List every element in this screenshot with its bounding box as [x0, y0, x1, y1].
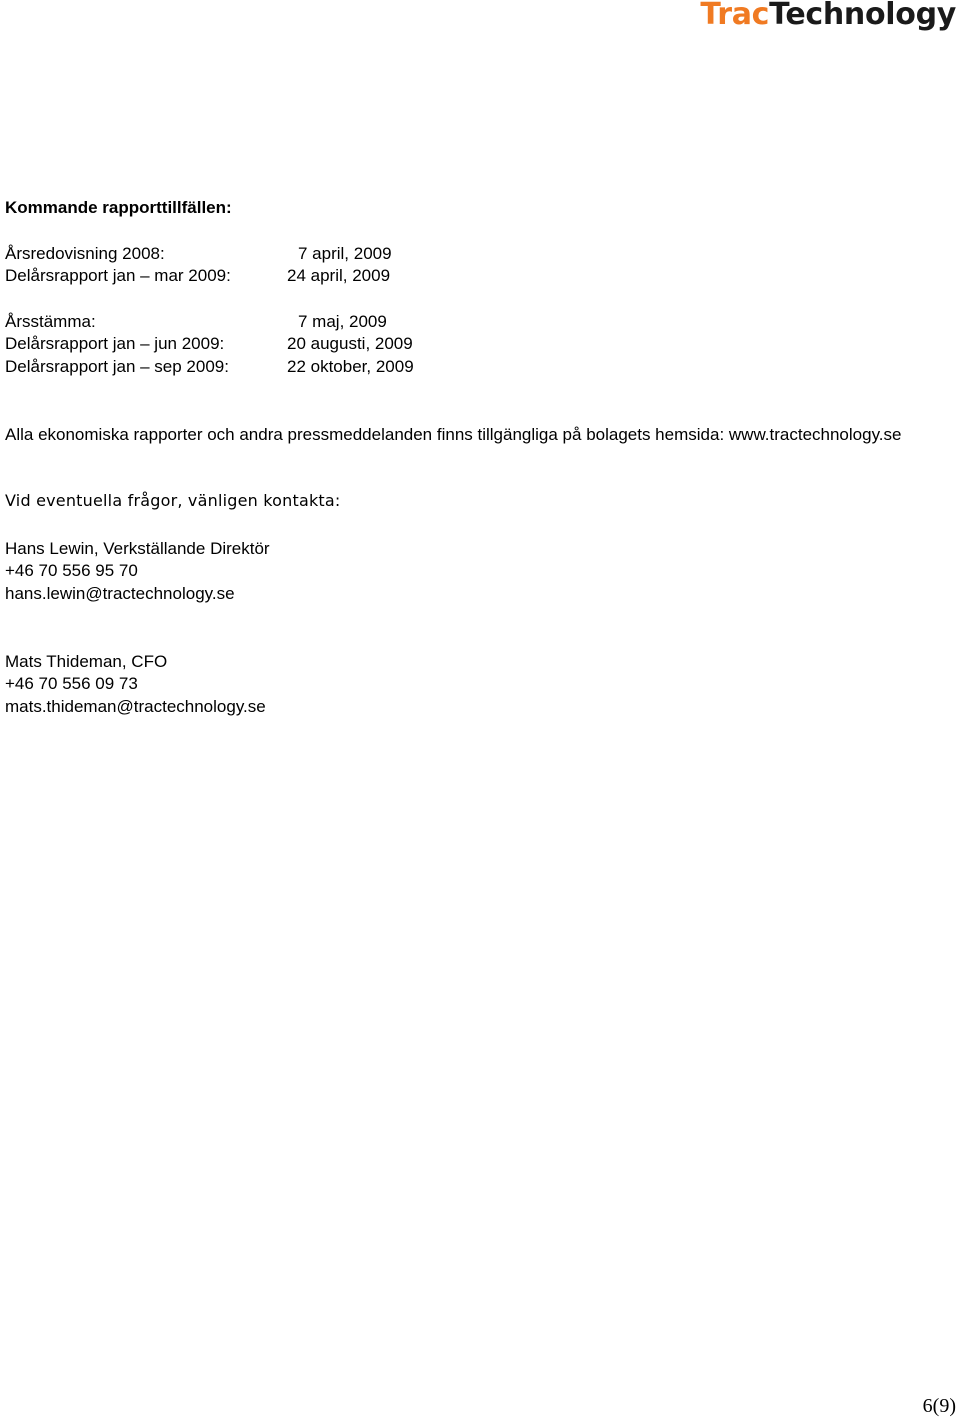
contact-name: Mats Thideman, CFO	[5, 652, 168, 671]
logo-technology: Technology	[769, 0, 956, 32]
report-row	[5, 311, 387, 333]
contact-email: mats.thideman@tractechnology.se	[5, 697, 266, 716]
report-label: Delårsrapport jan – mar 2009:	[5, 266, 231, 285]
reports-heading: Kommande rapporttillfällen:	[5, 198, 232, 217]
report-date: 7 maj, 2009	[298, 312, 387, 331]
website-paragraph: Alla ekonomiska rapporter och andra pressmeddelanden finns tillgängliga på bolagets hemsida: www.tractechnology.se	[5, 425, 902, 444]
report-row	[5, 243, 392, 265]
contact-phone: +46 70 556 95 70	[5, 561, 138, 580]
company-logo	[700, 0, 956, 30]
report-date: 7 april, 2009	[298, 244, 392, 263]
report-row	[5, 265, 391, 287]
contact-email: hans.lewin@tractechnology.se	[5, 584, 235, 603]
report-date: 20 augusti, 2009	[287, 334, 413, 353]
report-date: 24 april, 2009	[287, 266, 391, 285]
report-label: Delårsrapport jan – jun 2009:	[5, 334, 225, 353]
page-number: 6(9)	[922, 1395, 956, 1417]
report-label: Årsstämma:	[5, 312, 96, 331]
report-label: Årsredovisning 2008:	[5, 244, 165, 263]
report-label: Delårsrapport jan – sep 2009:	[5, 357, 229, 376]
contact-phone: +46 70 556 09 73	[5, 674, 138, 693]
contact-intro: Vid eventuella frågor, vänligen kontakta:	[5, 491, 341, 510]
report-date: 22 oktober, 2009	[287, 357, 414, 376]
contact-name: Hans Lewin, Verkställande Direktör	[5, 539, 270, 558]
report-row	[5, 356, 414, 378]
report-row	[5, 333, 413, 355]
logo-trac: Trac	[700, 0, 770, 32]
